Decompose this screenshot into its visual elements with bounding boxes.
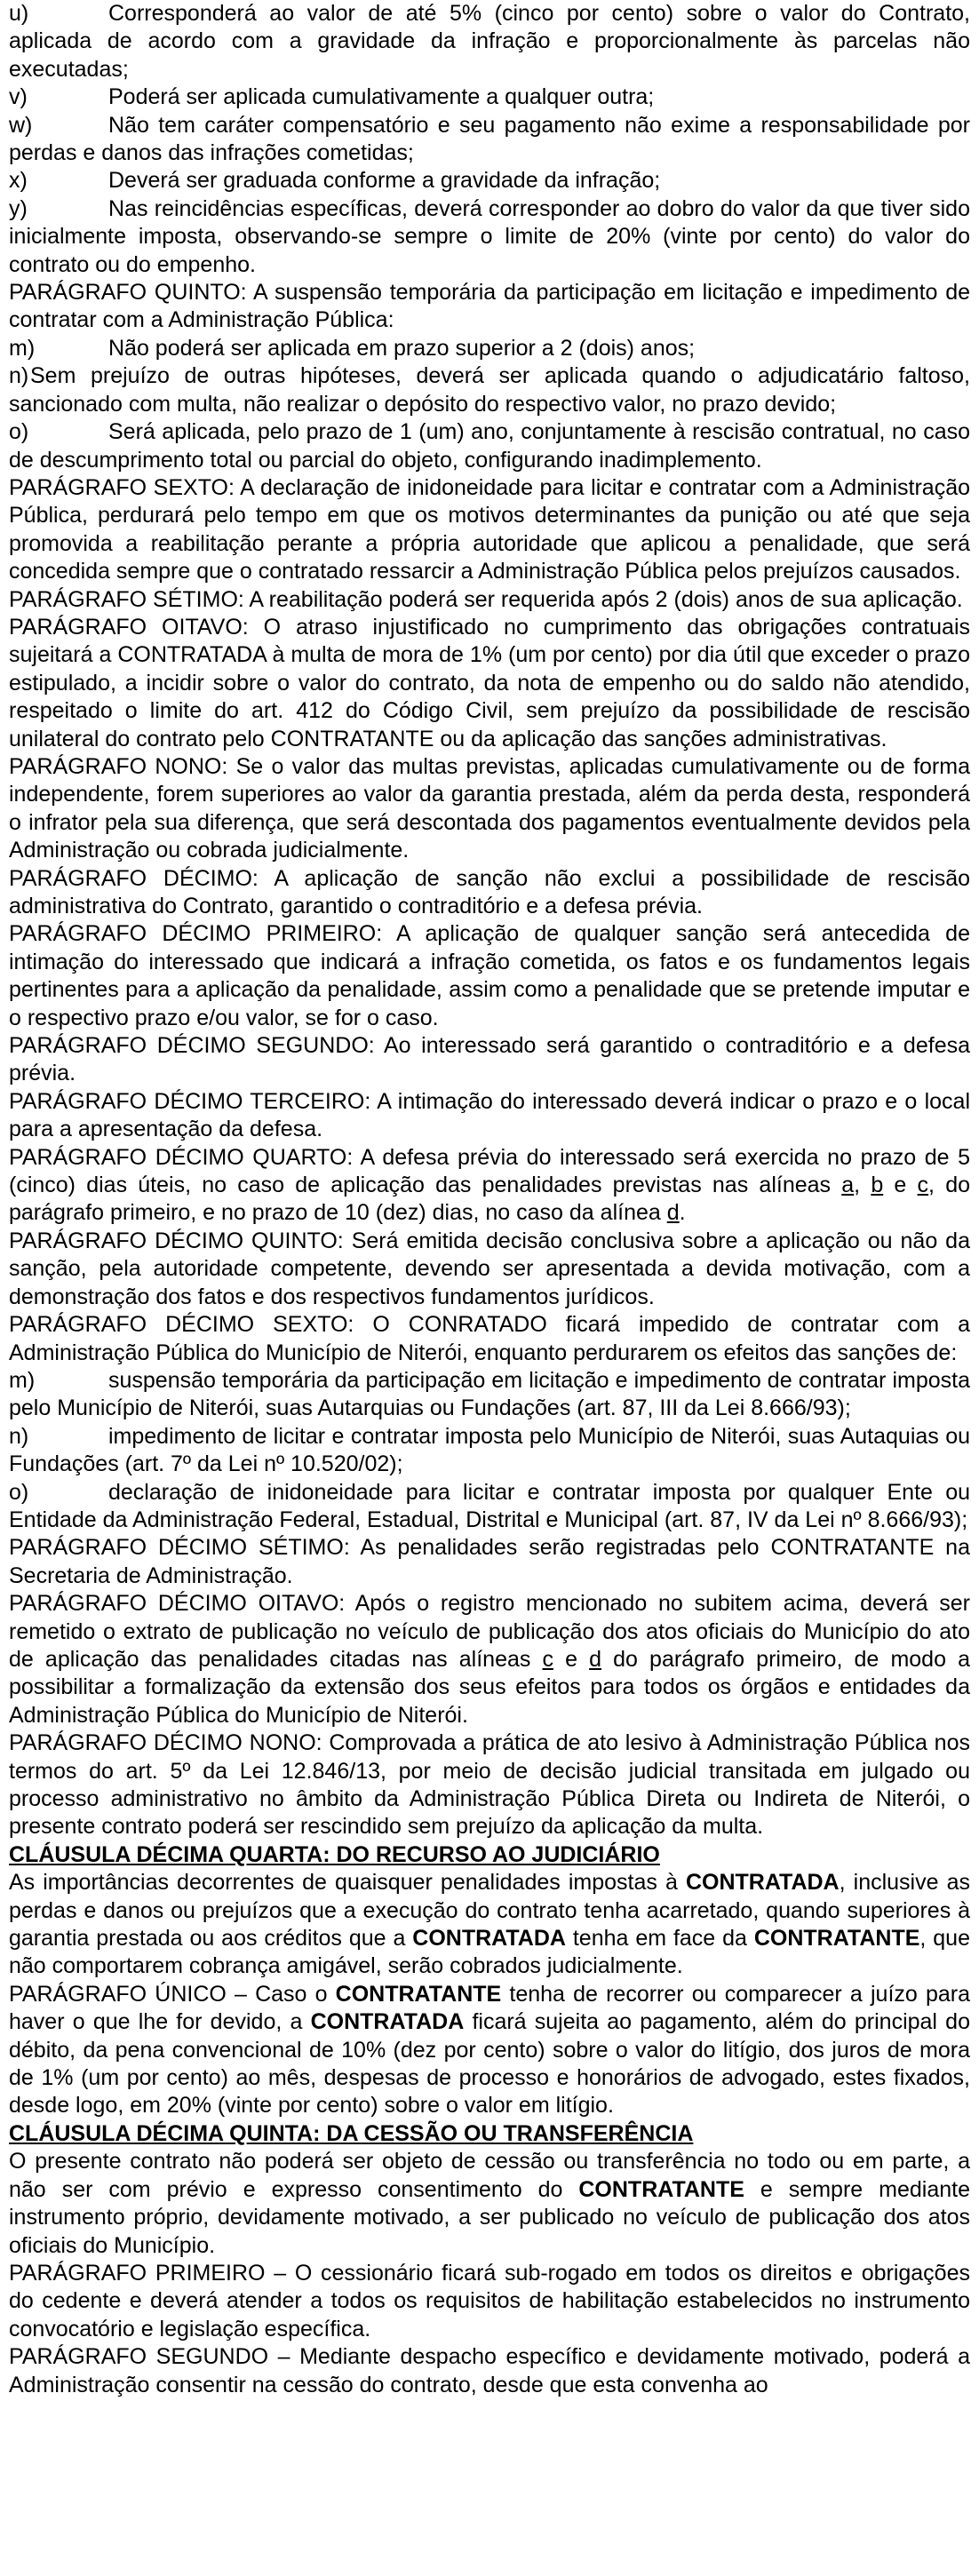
list-item [9,0,970,83]
paragraph-text: Não tem caráter compensatório e seu pagamento não exime a responsabilidade por perdas e danos das infrações cometidas; [9,112,970,166]
list-item-label: n) [9,363,29,389]
list-item-label: m) [9,1367,36,1393]
paragraph-text: PARÁGRAFO DÉCIMO NONO: Comprovada a prática de ato lesivo à Administração Pública nos termos do art. 5º da Lei 12.846/13, por meio de decisão judicial transitada em julgado ou processo administrativo no âmbito da Administração Pública Direta ou Indireta de Niterói, o presente contrato poderá ser rescindido sem prejuízo da aplicação da multa. [9,1730,970,1840]
paragraph-text: As importâncias decorrentes de quaisquer penalidades impostas à CONTRATADA, inclusive as perdas e danos ou prejuízos que a execução do contrato tenha acarretado, quando superiores à garantia prestada ou aos créditos que a CONTRATADA tenha em face da CONTRATANTE, que não comportarem cobrança amigável, serão cobrados judicialmente. [9,1870,970,1979]
paragraph [9,2343,970,2399]
paragraph [9,920,970,1032]
paragraph [9,1869,970,1981]
clause-heading-title: CLÁUSULA DÉCIMA QUINTA: [9,2120,321,2146]
paragraph-text: PARÁGRAFO NONO: Se o valor das multas previstas, aplicadas cumulativamente ou de forma independente, forem superiores ao valor da garantia prestada, além da perda desta, responderá o infrator pela sua diferença, que será descontada dos pagamentos eventualmente devidos pela Administração ou cobrada judicialmente. [9,753,970,863]
paragraph [9,1981,970,2120]
clause-heading-subject: DO RECURSO AO JUDICIÁRIO [330,1841,660,1867]
paragraph-text: Corresponderá ao valor de até 5% (cinco por cento) sobre o valor do Contrato, aplicada de acordo com a gravidade da infração e proporcionalmente às parcelas não executadas; [9,1,970,82]
paragraph [9,474,970,586]
paragraph [9,1534,970,1590]
paragraph-text: O presente contrato não poderá ser objeto de cessão ou transferência no todo ou em parte, a não ser com prévio e expresso consentimento do CONTRATANTE e sempre mediante instrumento próprio, devidamente motivado, a ser publicado no veículo de publicação dos atos oficiais do Município. [9,2149,970,2258]
paragraph [9,865,970,921]
paragraph [9,1729,970,1841]
paragraph-text: PARÁGRAFO OITAVO: O atraso injustificado no cumprimento das obrigações contratuais sujeitará a CONTRATADA à multa de mora de 1% (um por cento) por dia útil que exceder o prazo estipulado, a incidir sobre o valor do contrato, da nota de empenho ou do saldo não atendido, respeitado o limite do art. 412 do Código Civil, sem prejuízo da possibilidade de rescisão unilateral do contrato pelo CONTRATANTE ou da aplicação das sanções administrativas. [9,614,970,751]
paragraph-text: Não poderá ser aplicada em prazo superior a 2 (dois) anos; [108,335,696,361]
clause-heading [9,2120,970,2148]
list-item-label: u) [9,1,29,26]
clause-heading-subject: DA CESSÃO OU TRANSFERÊNCIA [320,2120,694,2146]
paragraph-text: PARÁGRAFO DÉCIMO: A aplicação de sanção não exclui a possibilidade de rescisão administrativa do Contrato, garantido o contraditório e a defesa prévia. [9,865,970,918]
paragraph-text: PARÁGRAFO DÉCIMO SEGUNDO: Ao interessado será garantido o contraditório e a defesa prévia. [9,1033,970,1086]
list-item-label: o) [9,1479,29,1505]
paragraph [9,1228,970,1311]
list-item-label: x) [9,168,28,194]
list-item-label: y) [9,195,28,221]
paragraph-text: impedimento de licitar e contratar imposta pelo Município de Niterói, suas Autaquias ou Fundações (art. 7º da Lei nº 10.520/02); [9,1423,970,1477]
list-item [9,1479,970,1535]
paragraph-text: PARÁGRAFO DÉCIMO QUINTO: Será emitida decisão conclusiva sobre a aplicação ou não da sanção, pela autoridade competente, devendo ser apresentada a devida motivação, com a demonstração dos fatos e dos respectivos fundamentos jurídicos. [9,1228,970,1309]
list-item [9,418,970,474]
paragraph-text: suspensão temporária da participação em licitação e impedimento de contratar imposta pelo Município de Niterói, suas Autarquias ou Fundações (art. 87, III da Lei 8.666/93); [9,1367,970,1421]
paragraph [9,753,970,865]
paragraph-text: Sem prejuízo de outras hipóteses, deverá ser aplicada quando o adjudicatário faltoso, sancionado com multa, não realizar o depósito do respectivo valor, no prazo devido; [9,363,970,417]
paragraph [9,586,970,614]
paragraph-text: PARÁGRAFO ÚNICO – Caso o CONTRATANTE tenha de recorrer ou comparecer a juízo para haver o que lhe for devido, a CONTRATADA ficará sujeita ao pagamento, além do principal do débito, da pena convencional de 10% (dez por cento) sobre o valor do litígio, dos juros de mora de 1% (um por cento) ao mês, despesas de processo e honorários de advogado, estes fixados, desde logo, em 20% (vinte por cento) sobre o valor em litígio. [9,1981,970,2119]
paragraph-text: PARÁGRAFO DÉCIMO SÉTIMO: As penalidades serão registradas pelo CONTRATANTE na Secretaria de Administração. [9,1535,970,1588]
list-item [9,167,970,195]
paragraph-text: PARÁGRAFO SEGUNDO – Mediante despacho específico e devidamente motivado, poderá a Administração consentir na cessão do contrato, desde que esta convenha ao [9,2344,970,2397]
list-item-label: n) [9,1423,29,1449]
paragraph-text: PARÁGRAFO PRIMEIRO – O cessionário ficará sub-rogado em todos os direitos e obrigações do cedente e deverá atender a todos os requisitos de habilitação estabelecidos no instrumento convocatório e legislação específica. [9,2260,970,2341]
paragraph [9,1088,970,1144]
paragraph-text: PARÁGRAFO DÉCIMO QUARTO: A defesa prévia do interessado será exercida no prazo de 5 (cinco) dias úteis, no caso de aplicação das penalidades previstas nas alíneas a, b e c, do parágrafo primeiro, e no prazo de 10 (dez) dias, no caso da alínea d. [9,1144,971,1226]
paragraph-text: PARÁGRAFO SEXTO: A declaração de inidoneidade para licitar e contratar com a Administração Pública, perdurará pelo tempo em que os motivos determinantes da punição ou até que seja promovida a reabilitação perante a própria autoridade que aplicou a penalidade, que será concedida sempre que o contratado ressarcir a Administração Pública pelos prejuízos causados. [9,474,970,584]
list-item-label: o) [9,419,29,445]
paragraph [9,1032,970,1088]
list-item [9,362,970,418]
list-item [9,1423,970,1479]
paragraph [9,2260,970,2343]
paragraph-text: Será aplicada, pelo prazo de 1 (um) ano, conjuntamente à rescisão contratual, no caso de descumprimento total ou parcial do objeto, configurando inadimplemento. [9,419,970,473]
paragraph-text: Poderá ser aplicada cumulativamente a qualquer outra; [108,84,655,110]
list-item [9,83,970,111]
paragraph-text: PARÁGRAFO SÉTIMO: A reabilitação poderá ser requerida após 2 (dois) anos de sua aplicação. [9,586,963,612]
paragraph [9,614,970,753]
paragraph-text: Nas reincidências específicas, deverá corresponder ao dobro do valor da que tiver sido inicialmente imposta, observando-se sempre o limite de 20% (vinte por cento) do valor do contrato ou do empenho. [9,195,970,277]
paragraph [9,2148,970,2260]
paragraph-text: PARÁGRAFO DÉCIMO OITAVO: Após o registro mencionado no subitem acima, deverá ser remetido o extrato de publicação no veículo de publicação dos atos oficiais do Município do ato de aplicação das penalidades citadas nas alíneas c e d do parágrafo primeiro, de modo a possibilitar a formalização da extensão dos seus efeitos para todos os órgãos e entidades da Administração Pública do Município de Niterói. [9,1591,970,1728]
paragraph-text: PARÁGRAFO QUINTO: A suspensão temporária da participação em licitação e impedimento de contratar com a Administração Pública: [9,280,970,333]
paragraph-text: PARÁGRAFO DÉCIMO PRIMEIRO: A aplicação de qualquer sanção será antecedida de intimação do interessado que indicará a infração cometida, os fatos e os fundamentos legais pertinentes para a aplicação da penalidade, assim como a penalidade que se pretende imputar e o respectivo prazo e/ou valor, se for o caso. [9,921,970,1030]
paragraph [9,279,970,335]
paragraph-text: Deverá ser graduada conforme a gravidade da infração; [108,168,661,194]
paragraph-text: PARÁGRAFO DÉCIMO TERCEIRO: A intimação do interessado deverá indicar o prazo e o local para a apresentação da defesa. [9,1088,970,1142]
list-item [9,195,970,279]
paragraph [9,1311,970,1367]
list-item-label: v) [9,84,28,110]
list-item [9,335,970,362]
list-item [9,1367,970,1423]
paragraph [9,1144,970,1228]
paragraph-text: PARÁGRAFO DÉCIMO SEXTO: O CONRATADO ficará impedido de contratar com a Administração Pública do Município de Niterói, enquanto perdurarem os efeitos das sanções de: [9,1312,970,1365]
clause-heading-title: CLÁUSULA DÉCIMA QUARTA: [9,1841,330,1867]
list-item-label: m) [9,335,36,361]
paragraph-text: declaração de inidoneidade para licitar e contratar imposta por qualquer Ente ou Entidade da Administração Federal, Estadual, Distrital e Municipal (art. 87, IV da Lei nº 8.666/93); [9,1479,970,1532]
list-item [9,112,970,168]
clause-heading [9,1841,970,1869]
paragraph [9,1590,970,1729]
list-item-label: w) [9,112,33,138]
